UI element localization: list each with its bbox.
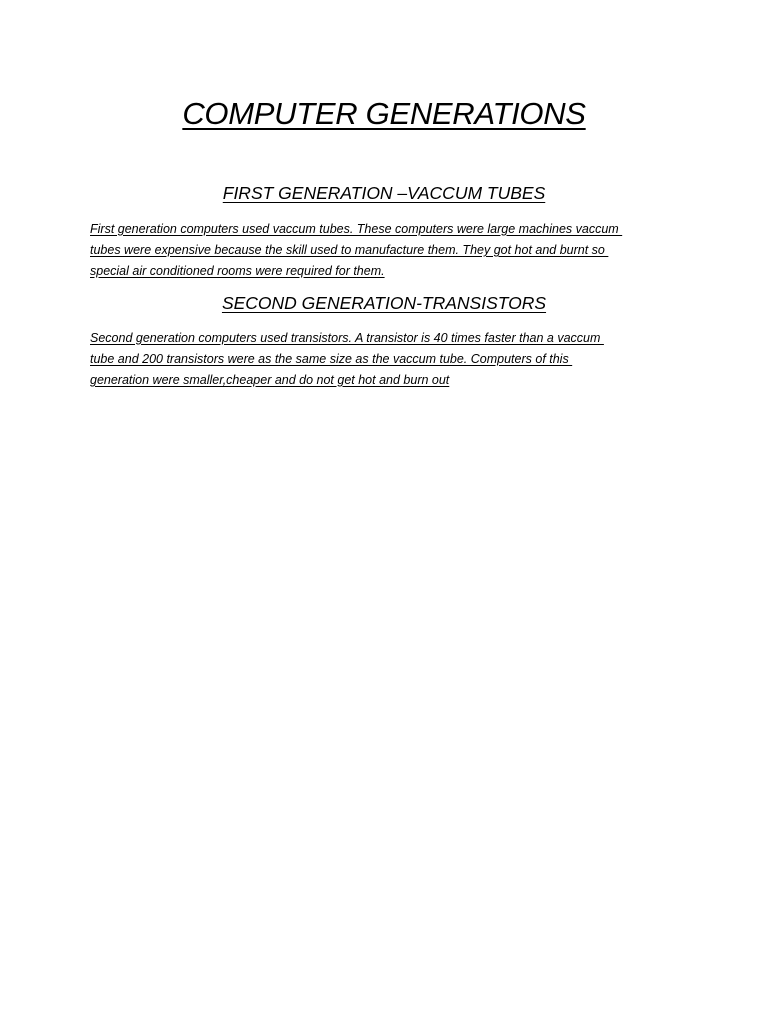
paragraph-line: tube and 200 transistors were as the same size as the vaccum tube. Computers of this xyxy=(90,352,573,366)
paragraph-line: special air conditioned rooms were required for them. xyxy=(90,264,385,278)
paragraph-line: Second generation computers used transistors. A transistor is 40 times faster than a vaccum xyxy=(90,331,604,345)
paragraph-line: generation were smaller,cheaper and do not get hot and burn out xyxy=(90,373,450,387)
page-title: COMPUTER GENERATIONS xyxy=(182,96,586,131)
section-heading-first-generation: FIRST GENERATION –VACCUM TUBES xyxy=(222,183,546,203)
section-heading-second-generation: SECOND GENERATION-TRANSISTORS xyxy=(221,293,547,313)
section-body-first-generation xyxy=(90,219,690,282)
section-body-second-generation xyxy=(90,328,690,391)
paragraph-line: tubes were expensive because the skill used to manufacture them. They got hot and burnt so xyxy=(90,243,609,257)
paragraph-line: First generation computers used vaccum tubes. These computers were large machines vaccum xyxy=(90,222,623,236)
